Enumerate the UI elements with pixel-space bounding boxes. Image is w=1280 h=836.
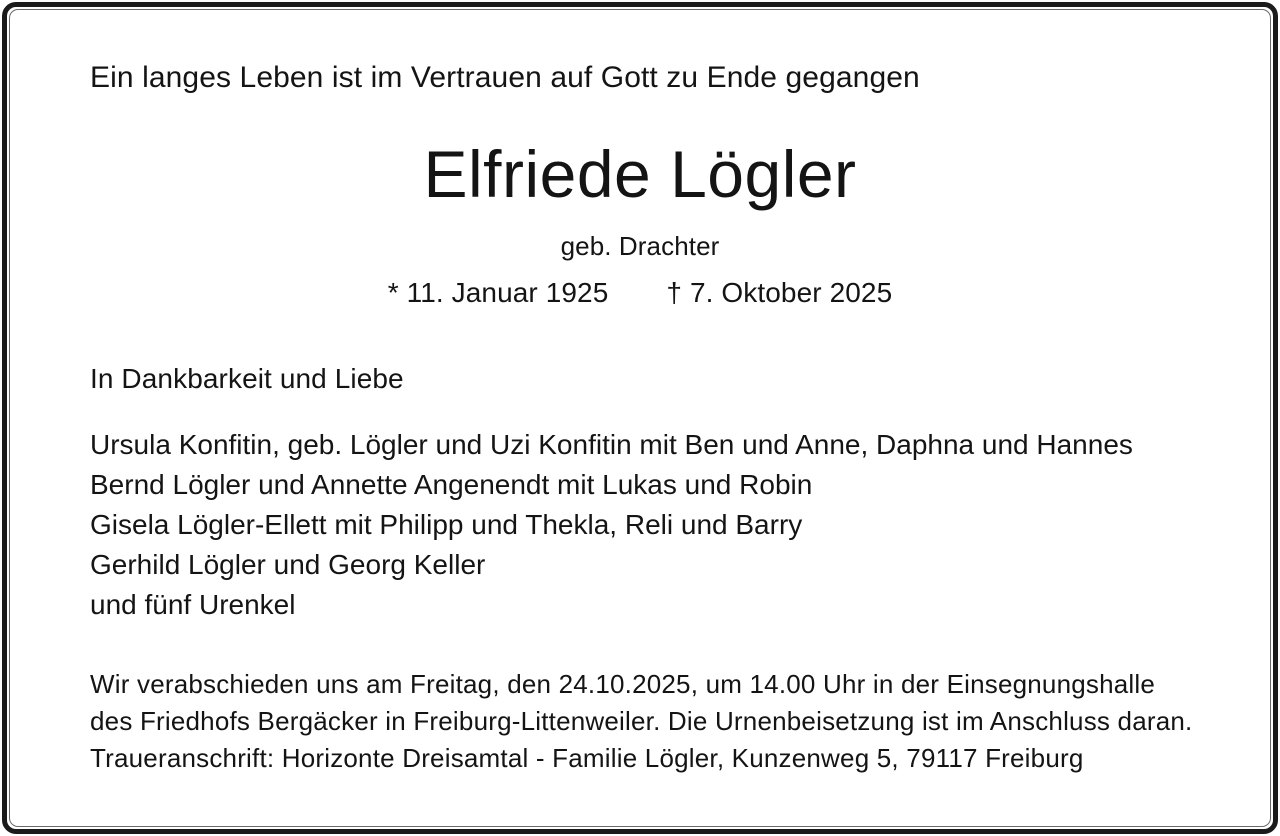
maiden-name: geb. Drachter <box>560 231 720 261</box>
deceased-name: Elfriede Lögler <box>423 137 857 211</box>
service-info-line: Wir verabschieden uns am Freitag, den 24.10.2025, um 14.00 Uhr in der Einsegnungshalle <box>90 669 1156 699</box>
family-list <box>90 425 1133 625</box>
family-line: Gerhild Lögler und Georg Keller <box>90 549 486 580</box>
service-info-line: des Friedhofs Bergäcker in Freiburg-Littenweiler. Die Urnenbeisetzung ist im Anschluss daran. <box>90 706 1193 736</box>
family-line: Bernd Lögler und Annette Angenendt mit Lukas und Robin <box>90 469 813 500</box>
birth-date: * 11. Januar 1925 <box>387 277 609 308</box>
family-line: und fünf Urenkel <box>90 589 296 620</box>
closing-line: In Dankbarkeit und Liebe <box>90 363 404 394</box>
life-dates <box>0 274 1280 312</box>
service-info <box>90 666 1192 777</box>
service-info-line: Traueranschrift: Horizonte Dreisamtal - Familie Lögler, Kunzenweg 5, 79117 Freiburg <box>90 743 1084 773</box>
family-line: Ursula Konfitin, geb. Lögler und Uzi Konfitin mit Ben und Anne, Daphna und Hannes <box>90 429 1133 460</box>
death-date: † 7. Oktober 2025 <box>666 277 893 308</box>
motto-text: Ein langes Leben ist im Vertrauen auf Gott zu Ende gegangen <box>90 61 920 94</box>
family-line: Gisela Lögler-Ellett mit Philipp und Thekla, Reli und Barry <box>90 509 803 540</box>
